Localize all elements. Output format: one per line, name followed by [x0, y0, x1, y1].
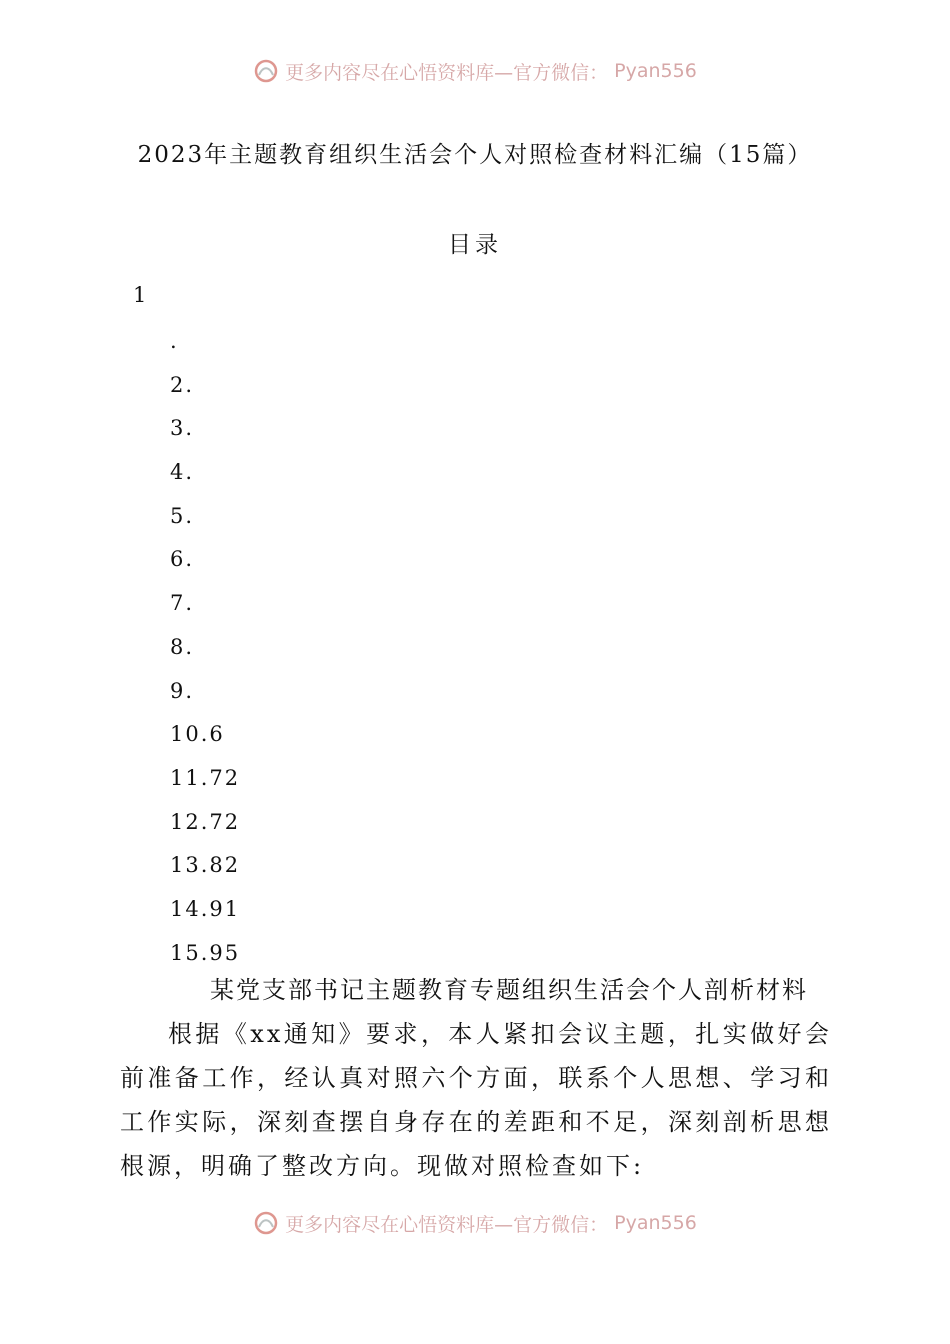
toc-first-number: 1	[133, 283, 147, 307]
toc-item: 6.	[170, 547, 195, 572]
section-title: 某党支部书记主题教育专题组织生活会个人剖析材料	[210, 976, 808, 1004]
logo-icon	[253, 58, 279, 84]
toc-item: .	[170, 329, 179, 353]
watermark-id: Pyan556	[614, 60, 697, 82]
toc-heading: 目录	[448, 232, 502, 258]
logo-icon	[253, 1210, 279, 1236]
toc-item: 14.91	[170, 896, 241, 921]
toc-item: 5.	[170, 503, 195, 528]
toc-item: 7.	[170, 591, 195, 616]
toc-item: 15.95	[170, 940, 241, 965]
toc-item: 11.72	[170, 765, 241, 790]
toc-item: 2.	[170, 372, 195, 397]
watermark-id: Pyan556	[614, 1212, 697, 1234]
toc-item: 10.6	[170, 722, 225, 747]
body-paragraph: 根据《xx通知》要求，本人紧扣会议主题，扎实做好会前准备工作，经认真对照六个方面，联系个人思想、学习和工作实际，深刻查摆自身存在的差距和不足，深刻剖析思想根源，明确了整改方向。现做对照检查如下:	[120, 1020, 832, 1180]
toc-item: 3.	[170, 416, 195, 441]
toc-item: 13.82	[170, 853, 241, 878]
toc-list	[170, 320, 240, 975]
toc-item: 9.	[170, 678, 195, 703]
toc-item: 4.	[170, 460, 195, 485]
watermark-text: 更多内容尽在心悟资料库—官方微信：	[285, 1213, 609, 1236]
watermark-header	[0, 56, 950, 86]
watermark-footer	[0, 1208, 950, 1238]
document-title: 2023年主题教育组织生活会个人对照检查材料汇编（15篇）	[137, 142, 813, 168]
toc-item: 12.72	[170, 809, 241, 834]
watermark-text: 更多内容尽在心悟资料库—官方微信：	[285, 61, 609, 84]
toc-item: 8.	[170, 634, 195, 659]
